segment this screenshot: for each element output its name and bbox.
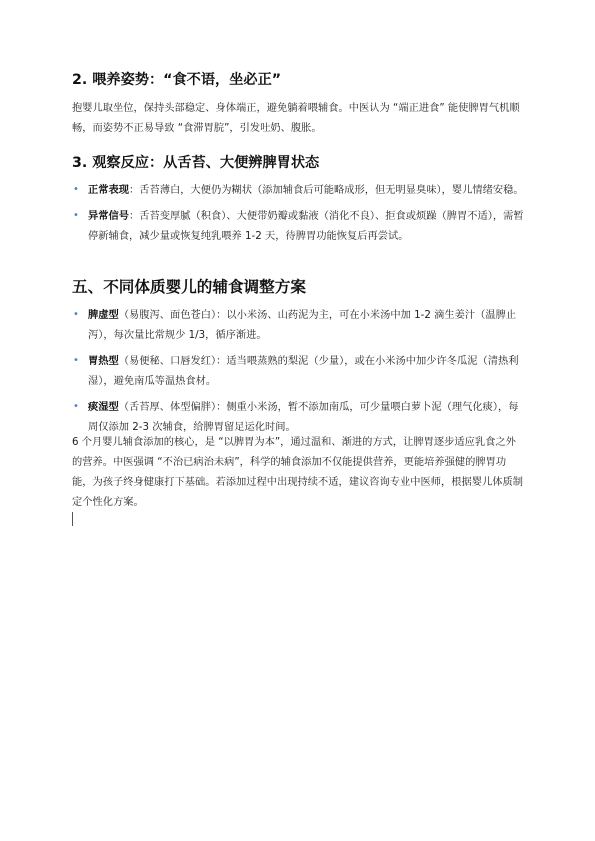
section-heading-constitution-plans: 五、不同体质婴儿的辅食调整方案 [72, 278, 306, 296]
item-text: ：舌苔变厚腻（积食）、大便带奶瓣或黏液（消化不良）、拒食或烦躁（脾胃不适），需暂停新辅食，减少量或恢复纯乳喂养 1-2 天，待脾胃功能恢复后再尝试。 [88, 210, 524, 242]
item-label: 胃热型 [88, 355, 119, 367]
bullet-icon: • [73, 355, 79, 366]
item-text: （舌苔厚、体型偏胖）：侧重小米汤，暂不添加南瓜，可少量喂白萝卜泥（理气化痰），每周仅添加 2-3 次辅食，给脾胃留足运化时间。 [88, 401, 519, 433]
bullet-icon: • [73, 184, 79, 195]
bullet-icon: • [73, 210, 79, 221]
item-label: 异常信号 [88, 210, 130, 222]
section-heading-feeding-posture: 2. 喂养姿势：“食不语，坐必正” [72, 72, 282, 88]
item-label: 脾虚型 [88, 309, 119, 321]
list-item [72, 305, 524, 345]
item-text: ：舌苔薄白，大便仍为糊状（添加辅食后可能略成形，但无明显臭味），婴儿情绪安稳。 [129, 184, 524, 196]
item-label: 痰湿型 [88, 401, 119, 413]
bullet-icon: • [73, 401, 79, 412]
item-label: 正常表现 [88, 184, 130, 196]
paragraph-feeding-posture: 抱婴儿取坐位，保持头部稳定、身体端正，避免躺着喂辅食。中医认为 “端正进食” 能使脾胃气机顺畅，而姿势不正易导致 “食滞胃脘”，引发吐奶、腹胀。 [72, 102, 520, 134]
list-item [72, 180, 524, 200]
list-item [72, 397, 524, 437]
list-item [72, 206, 524, 246]
conclusion-paragraph: 6 个月婴儿辅食添加的核心，是 “以脾胃为本”，通过温和、渐进的方式，让脾胃逐步适应乳食之外的营养。中医强调 “不治已病治未病”，科学的辅食添加不仅能提供营养，更能培养强健的脾胃功能，为孩子终身健康打下基础。若添加过程中出现持续不适，建议咨询专业中医师，根据婴儿体质制定个性化方案。 [72, 436, 524, 508]
item-text: （易腹泻、面色苍白）：以小米汤、山药泥为主，可在小米汤中加 1-2 滴生姜汁（温脾止泻），每次量比常规少 1/3，循序渐进。 [88, 309, 517, 341]
bullet-icon: • [73, 309, 79, 320]
list-item [72, 351, 524, 391]
section-heading-observe-reaction: 3. 观察反应：从舌苔、大便辨脾胃状态 [72, 155, 320, 171]
list-constitution-plans [72, 305, 524, 443]
item-text: （易便秘、口唇发红）：适当喂蒸熟的梨泥（少量），或在小米汤中加少许冬瓜泥（清热利湿），避免南瓜等温热食材。 [88, 355, 519, 387]
text-cursor[interactable] [72, 512, 73, 526]
list-observe-reaction [72, 180, 524, 252]
